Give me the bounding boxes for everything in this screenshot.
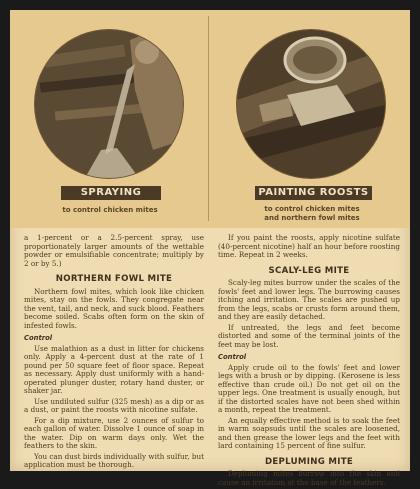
northern-fowl-mite-description: Northern fowl mites, which look like chicken mites, stay on the fowls. They congregate near the vent, tail, and neck, and suck blood. Feathers become soiled. Scabs often form on the skin of infested fowls. <box>24 286 204 330</box>
crude-oil-paragraph: Apply crude oil to the fowls' feet and lower legs with a brush or by dipping. (Kerosene is less effective than crude oil.) Do not get oil on the upper legs. One treatment is usually enough, but if the distorted scales have not been shed within a month, repeat the treatment. <box>218 362 400 414</box>
left-intro-paragraph: a 1-percent or a 2.5-percent spray, use proportionately larger amounts of the wettable powder or emulsifiable concentrate; multiply by 2 or by 5.) <box>24 233 204 268</box>
photo-band <box>10 10 410 228</box>
spraying-photo <box>35 30 183 178</box>
right-control-heading: Control <box>218 353 247 361</box>
right-intro-paragraph: If you paint the roosts, apply nicotine sulfate (40-percent nicotine) half an hour before roosting time. Repeat in 2 weeks. <box>218 233 400 259</box>
sulfur-paragraph: Use undiluted sulfur (325 mesh) as a dip or as a dust, or paint the roosts with nicotine sulfate. <box>24 396 204 414</box>
untreated-legs-paragraph: If untreated, the legs and feet become distorted and some of the terminal joints of the feet may be lost. <box>218 322 400 349</box>
dip-mixture-paragraph: For a dip mixture, use 2 ounces of sulfur to each gallon of water. Dissolve 1 ounce of soap in the water. Dip on warm days only. Wet the feathers to the skin. <box>24 415 204 450</box>
scaly-leg-mite-description: Scaly-leg mites burrow under the scales of the fowls' feet and lower legs. The burrowing causes itching and irritation. The scales are pushed up from the legs, scabs or crusts form around them, and they are easily detached. <box>218 278 400 321</box>
left-text-column <box>24 234 204 472</box>
depluming-mite-description: Depluming mites burrow into the skin and cause an irritation at the base of the feathers. <box>218 469 400 487</box>
malathion-paragraph: Use malathion as a dust in litter for chickens only. Apply a 4-percent dust at the rate of 1 pound per 50 square feet of floor space. Repeat as necessary. Apply dust uniformly with a hand-operated plunger duster, rotary hand duster, or shaker jar. <box>24 343 204 395</box>
right-text-column <box>218 234 400 489</box>
painting-roosts-caption-line2: and northern fowl mites <box>264 214 360 222</box>
depluming-mite-heading: DEPLUMING MITE <box>264 456 354 467</box>
soapsuds-paragraph: An equally effective method is to soak the feet in warm soapsuds until the scales are loosened, and then grease the lower legs and the feet with lard containing 15 percent of fine sulfur. <box>218 415 400 450</box>
spraying-label: SPRAYING <box>61 186 161 200</box>
painting-roosts-caption-line1: to control chicken mites <box>264 205 360 213</box>
spraying-caption: to control chicken mites <box>62 206 158 214</box>
scaly-leg-mite-heading: SCALY-LEG MITE <box>268 265 350 276</box>
northern-fowl-mite-heading: NORTHERN FOWL MITE <box>55 274 173 284</box>
painting-roosts-label: PAINTING ROOSTS <box>255 186 372 200</box>
photo-divider <box>208 16 209 221</box>
painting-roosts-caption <box>232 205 392 223</box>
dust-birds-paragraph: You can dust birds individually with sulfur, but application must be thorough. <box>24 451 204 469</box>
booklet-page <box>10 10 410 487</box>
left-control-heading: Control <box>24 334 53 342</box>
painting-roosts-photo <box>237 30 385 178</box>
